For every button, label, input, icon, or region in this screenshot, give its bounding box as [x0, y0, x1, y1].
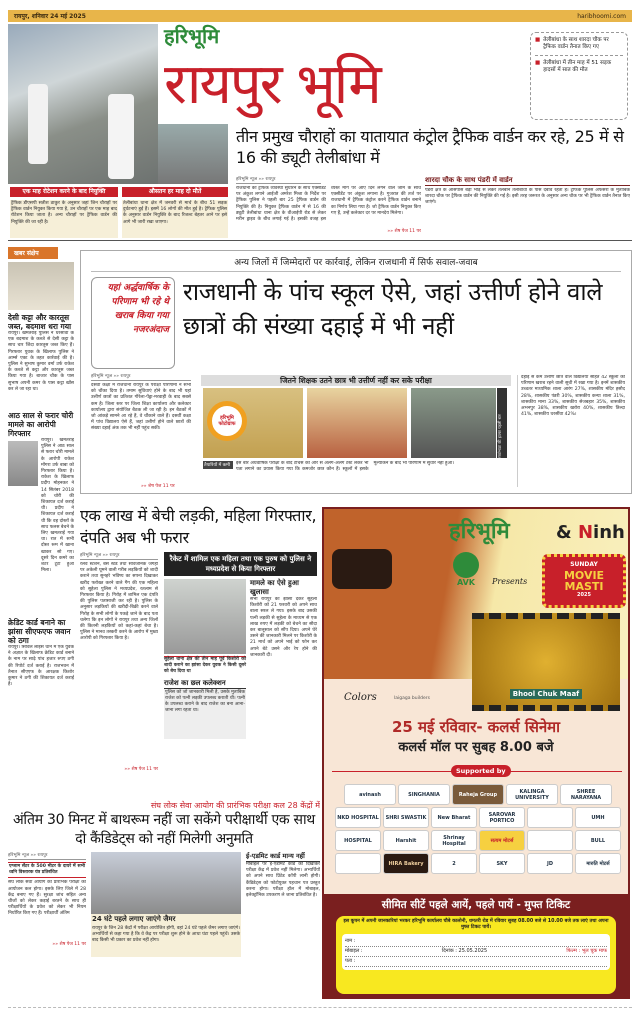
- presents-label: Presents: [492, 577, 528, 586]
- upsc-headline: अंतिम 30 मिनट में बाथरूम नहीं जा सकेंगे परीक्षार्थी एक साथ दो कैंडिडेट्स को नहीं मिलेगी अनुमति: [13, 812, 315, 847]
- coupon[interactable]: [336, 916, 616, 994]
- schools-story: [80, 250, 632, 494]
- brief-body: रायपुर। सिविल लाइंस थाने में एक युवक ने अज्ञात के खिलाफ क्रेडिट कार्ड बनाने के नाम पर साढ़े पांच हजार रुपए ठगी की रिपोर्ट दर्ज कराई है। राजभवन में तैनात सीएएफ के आरक्षक किशोर कुमार ने ठगी की शिकायत दर्ज कराई है।: [8, 645, 74, 688]
- section-title: रायपुर भूमि: [164, 52, 380, 117]
- highlight-item: ■ तेलीबांधा के साथ शारदा चौक पर ट्रैफिक वार्डन तैनात किए गए: [535, 37, 609, 50]
- school-photo-3: [411, 388, 496, 458]
- side-headline: ई-एडमिट कार्ड मान्य नहीं: [246, 852, 320, 862]
- photo-caption-1: एक माह रोटेशन करने के बाद नियुक्ति: [10, 187, 118, 197]
- site-url[interactable]: haribhoomi.com: [577, 12, 626, 20]
- side-article: [425, 176, 630, 238]
- byline: हरिभूमि न्यूज »» रायपुर: [91, 373, 191, 381]
- venue-line: कलर्स मॉल पर सुबह 8.00 बजे: [398, 740, 554, 755]
- date-bar: [8, 10, 632, 22]
- trafficking-body: रेलवे स्टेशन, बस स्टैंड तथा सार्वजनिक जगहों पर अकेली घूमने वाली गरीब लड़कियों को शादी कराने तथा सुनहरे भविष्य का सपना दिखाकर खरीद फरोख्त करने वाले गैंग की एक महिला को सुहेला पुलिस ने मध्यप्रदेश, रतलाम से गिरफ्तार किया है। गिरोह में शामिल एक दंपति की पुलिस पतासाजी कर रही है। पुलिस के अनुसार लड़कियों की खरीदी-बिक्री करने वाले गिरोह के सभी लोगों के पकड़े जाने के बाद पता चलेगा कि इन लोगों ने रायपुर तथा अन्य जिलों की कितनी लड़कियों को कहां-कहां बेचा है। पुलिस ने मानव तस्करी करने के आरोप में मुख्य आरोपी को गिरफ्तार किया है।: [80, 562, 158, 642]
- brief-title: क्रेडिट कार्ड बनाने का झांसा सीएफएफ जवान को ठगा: [8, 618, 71, 645]
- sponsor-logo: सत्यम मोटर्स: [479, 830, 525, 851]
- caption-text-2: तेलीबांधा थाना क्षेत्र में जनवरी से मार्च के बीच 51 सड़क दुर्घटनाएं हुई हैं। इसमें 16 लोगों की मौत हुई है। ट्रैफिक पुलिस के अनुसार वार्डन नियुक्ति के बाद रिजल्ट बेहतर आने पर इसे आगे भी जारी रखा जाएगा।: [122, 200, 228, 238]
- sponsor-logo: New Bharat: [431, 807, 477, 828]
- sponsor-logo: Shrinay Hospital: [431, 830, 477, 851]
- pull-quote: एग्जाम सेंटर के 500 मीटर के दायरे में सभी ध्वनि विस्तारक यंत्र प्रतिबंधित: [8, 862, 86, 878]
- avk-logo: AVK: [449, 552, 483, 592]
- photo-strip-title: जितने शिक्षक उतने छात्र भी उत्तीर्ण नहीं कर सके परीक्षा: [201, 375, 511, 386]
- sponsor-logo: [527, 807, 573, 828]
- sponsor-logo: Harshit: [383, 830, 429, 851]
- ad-partner: & Ninh: [556, 522, 625, 543]
- arrest-photo: [8, 262, 74, 310]
- traffic-road-photo: [158, 124, 228, 184]
- sponsor-logo: SINGHANIA: [398, 784, 450, 805]
- brand-logo: हरिभूमि: [164, 24, 220, 48]
- byline: हरिभूमि न्यूज »» रायपुर: [80, 552, 158, 560]
- photo-caption-2: औसतन हर माह दो मौतें: [122, 187, 228, 197]
- photo-badge: हरिभूमि फोटोग्राफ: [207, 401, 247, 441]
- box-body: सभी रायपुर का झांसा देकर सुहेला किशोरी को 21 फरवरी को अपने साथ बाला सरल ले गया। इसके बाद उसकी पत्नी लड़की से सुहेला के माध्यम से एक लाख रुपए में लड़की को बेचने का सौदा कर बालूसाल को सौंप दिया। अपने घेरे उसने की जानकारी मिलने पर किशोरी के 21 मार्च को अपने भाई को फोन कर अपने बेटे उसने और रेप होने की जानकारी दी।: [250, 597, 317, 658]
- side-body: पंडरी क्षेत्र के आसपास बड़ी भीड़ से लेकर तैलबान तेलीबांधा के पास दबाव रहता है। ट्रैफिक पुलिस अफसरों के मुताबिक शारदा चौक पर ट्रैफिक वार्डन की नियुक्ति की गई है। इसी तरह जरूरत के अनुसार अन्य चौक पर भी ट्रैफिक वार्डन तैनात किए जाएंगे।: [425, 188, 630, 206]
- photo-side-label: रावांभाठा की हालत पहली बार: [497, 388, 507, 458]
- sponsor-logo: SKY: [479, 853, 525, 874]
- highlights-box: [530, 32, 628, 120]
- sponsor-logo: UMH: [575, 807, 621, 828]
- sponsor-logo: [527, 830, 573, 851]
- news-brief-column: [8, 247, 74, 797]
- sponsor-logo: SHREE NARAYANA: [560, 784, 612, 805]
- address-field[interactable]: पता :: [345, 957, 607, 967]
- colors-logo: Colors: [344, 692, 377, 703]
- sponsor-logo: [335, 853, 381, 874]
- trafficking-story: [80, 505, 317, 795]
- sponsor-logo: 2: [431, 853, 477, 874]
- sponsor-logo: NKD HOSPITAL: [335, 807, 381, 828]
- mobile-field[interactable]: मोबाइल : दिनांक : 25.05.2025 फिल्म : भूल चूक माफ: [345, 947, 607, 957]
- byline: हरिभूमि न्यूज »» रायपुर: [8, 852, 86, 860]
- sponsor-logo: avinash: [344, 784, 396, 805]
- movie-masti-logo: SUNDAY MOVIE MASTI 2025: [542, 554, 626, 608]
- highlight-item: ■ तेलीबांधा में तीन माह में 51 सड़क हादसों में सात की मौत: [535, 60, 612, 73]
- movie-poster: [472, 613, 620, 711]
- schools-kicker: अन्य जिलों में जिम्मेदारों पर कार्रवाई, लेकिन राजधानी में सिर्फ सवाल-जवाब: [91, 257, 621, 272]
- ad-footer: [324, 894, 628, 999]
- lead-body: राजधानी की ट्रैफिक व्यवस्था सुधारने के साथ एक्सीडेंट पर अंकुश लगाने आईजी अमरेश मिश्रा के निर्देश पर ट्रैफिक पुलिस ने पहली बार 25 ट्रैफिक वार्डन की नियुक्ति की है। नियुक्त ट्रैफिक वार्डन में से 16 की ड्यूटी तेलीबांधा थाना क्षेत्र के वीआईपी रोड से लेकर मरीन ड्राइव के बीच लगाई गई है। इसकी वजह इस व्यस्त मार्ग पर आए दिन लगने वाले जाम के साथ एक्सीडेंट पर अंकुश लगाना है। गुजरात की तर्ज पर राजधानी में ट्रैफिक कंट्रोल करने ट्रैफिक वार्डन बनाने का निर्णय लिया गया है। जो ट्रैफिक वार्डन नियुक्त किए गए हैं, उन्हें कलेक्टर दर पर मानदेय मिलेगा।: [236, 186, 421, 223]
- side-headline: शारदा चौक के साथ पंडरी में वार्डन: [425, 176, 630, 186]
- photo-caption: सुहेला थाना क्षेत्र की तीन माह पूर्व किशोरी को शादी कराने का झांसा देकर युवक ने किसी दूसरे को बेच दिया था: [164, 657, 246, 675]
- upsc-story: [8, 800, 320, 1005]
- divider: [8, 1007, 632, 1008]
- sponsor-logo: BULL: [575, 830, 621, 851]
- continued-link[interactable]: »» शेष पेज 11 पर: [141, 484, 175, 489]
- bottom-headline: राजेश का छल कलेक्शन: [164, 679, 246, 689]
- continued-link[interactable]: »» शेष पेज 11 पर: [52, 942, 86, 948]
- name-field[interactable]: नाम :: [345, 937, 607, 947]
- callout-box: यहां अर्द्धवार्षिक के परिणाम भी रहे थे खराब किया गया नजरअंदाज: [91, 277, 175, 369]
- date-line: 25 मई रविवार- कलर्स सिनेमा: [391, 718, 561, 736]
- schools-body: दसवीं कक्षा में राजधानी रायपुर के परीक्षा परिणामों ने सभी को चौंका दिया है। तमाम सुविधाएं होने के बाद भी यहां उत्तीर्ण छात्रों का प्रतिशत गौरेला-पेंड्रा-मरवाही के बाद सबसे कम है। जिला स्तर पर जिला शिक्षा कार्यालय और कलेक्टर कार्यालय द्वारा संयोजित बैठक ली जा रही है। इन बैठकों में जो आंकड़े सामने आ रहे हैं, वे चौंकाने वाले हैं। दसवीं कक्षा में पांच विद्यालय ऐसे हैं, जहां उत्तीर्ण होने वाले छात्रों की संख्या दहाई अंक तक भी नहीं पहुंच सकी।: [91, 383, 191, 432]
- brief-label: खबर संक्षेप: [8, 247, 58, 259]
- photo-body: रायपुर के जिन 28 केंद्रों में परीक्षा आयोजित होगी, वहां 24 घंटे पहले जैमर लगाए जाएंगे। अभ्यर्थियों से कहा गया है कि वे केंद्र पर परीक्षा शुरू होने के आधा घंटा पहले पहुंचें। उसके बाद किसी भी प्रकार का प्रवेश नहीं होगा।: [91, 925, 241, 957]
- trafficking-headline: एक लाख में बेची लड़की, महिला गिरफ्तार, दंपति अब भी फरार: [80, 506, 317, 547]
- schools-headline: राजधानी के पांच स्कूल ऐसे, जहां उत्तीर्ण होने वाले छात्रों की संख्या दहाई में भी नहीं: [183, 278, 603, 340]
- footer-line: सीमित सीटें पहले आयें, पहले पायें - मुफ्त टिकिट: [381, 899, 571, 911]
- lead-headline: तीन प्रमुख चौराहों का यातायात कंट्रोल ट्रैफिक वार्डन कर रहे, 25 में से 16 की ड्यूटी तेलीबांधा में: [236, 127, 624, 167]
- sponsor-logo: HIRA Bakery: [383, 853, 429, 874]
- upsc-kicker: संघ लोक सेवा आयोग की प्रारंभिक परीक्षा कल 28 केंद्रों में: [150, 801, 320, 810]
- byline: हरिभूमि न्यूज »» रायपुर: [236, 176, 321, 184]
- sponsor-logo: SAROVAR PORTICO: [479, 807, 525, 828]
- traffic-warden-photo: [8, 24, 158, 184]
- ad-brand: हरिभूमि: [449, 519, 510, 544]
- brief-title: आठ साल से फरार चोरी मामले का आरोपी गिरफ्तार: [8, 411, 74, 438]
- supported-by: Supported by: [451, 765, 511, 777]
- brief-body: रायपुर। खमतराई पुलिस ने धरसींवा के एक बदमाश के कब्जे से देसी कट्टा के साथ चार जिंदा कारतूस जब्त किए हैं। गिरफ्तार युवक के खिलाफ पुलिस ने आर्म्स एक्ट के तहत कार्रवाई की है। पुलिस ने सुभाष कुमार वर्मा उर्फ राकेश के कब्जे से कट्टा और कारतूस जब्त किया गया है। बाजार चौक के पास सुभाष अपनी कमर के पास कट्टा खोंस कर ले जा रहा था।: [8, 331, 74, 392]
- accused-women-photo: [164, 579, 246, 654]
- movie-title: Bhool Chuk Maaf: [510, 689, 582, 699]
- sponsor-logo: मारुति मोटर्स: [575, 853, 621, 874]
- caption-text-1: ट्रैफिक डीएसपी सतीश ठाकुर के अनुसार जहां जिन चौराहों पर ट्रैफिक वार्डन नियुक्त किया गया है, उन चौराहों पर एक माह बाद रोटेशन किया जाता है। अन्य चौराहों पर ट्रैफिक वार्डन की नियुक्ति की जा रही है।: [10, 200, 118, 238]
- continued-link[interactable]: »» शेष पेज 11 पर: [387, 229, 421, 234]
- sponsor-logo: HOSPITAL: [335, 830, 381, 851]
- sponsor-grid: [328, 784, 628, 874]
- sponsor-logo: SHRI SWASTIK: [383, 807, 429, 828]
- photo-text: इस बार अर्धवार्षिक परीक्षा के बाद टीचर्स की ओर से अलग-अलग टेस्ट लेकर भी पता लगाने का प्रयास किया गया कि कमजोर छात्र कौन हैं। स्कूलों में इसके मूल्यांकन के बाद भी परिणाम में सुधार नहीं हुआ।: [236, 461, 454, 473]
- movie-masti-ad[interactable]: [322, 507, 630, 999]
- upsc-body: संघ लोक सेवा आयोग की प्रारंभिक परीक्षा का आयोजन कल होगा। इसके लिए जिले में 28 केंद्र बनाए गए हैं। सुरक्षा जांच सहित अन्य चीजों को लेकर कड़ाई बरतने के साथ ही परीक्षार्थियों के प्रवेश को लेकर भी नियम निर्धारित किए गए हैं। परीक्षार्थी अंतिम: [8, 880, 86, 917]
- sponsor-logo: JD: [527, 853, 573, 874]
- brief-body: रायपुर। खमतराई पुलिस ने आठ साल से फरार चोरी मामले के आरोपी राकेश मोंगरा उर्फ बाबा को गिरफ्तार किया है। राकेश के खिलाफ प्रदीप मोहनकर ने 14 सितंबर 2018 को चोरी की शिकायत दर्ज कराई थी। प्रदीप ने शिकायत दर्ज कराई थी कि वह दोस्तों के साथ फलस बेचने के लिए खमतराई गया था। रात में सभी दोस्त रूम में खाना खाकर सो गए। दूसरे दिन कमरे का शटर टूटा हुआ मिला।: [41, 438, 74, 574]
- builder-logo: laigaga builders: [394, 696, 430, 701]
- dateline: रायपुर, शनिवार 24 मई 2025: [14, 13, 86, 20]
- accused-photo: [8, 441, 38, 486]
- schools-right-text: दहाई से कम उत्तीर्ण छात्र वाले विद्यालयों सहित 42 स्कूलों को परिणाम खराब रहने वाली सूची में रखा गया है। इनमें शासकीय उच्चतर माध्यमिक शाला आरंग 27%, शासकीय मंदिर हसौद 28%, शासकीय पंडरी 30%, शासकीय कन्या शाला 31%, शासकीय माना 33%, शासकीय सेजबहार 35%, शासकीय अभनपुर 38%, शासकीय खरोरा 40%, शासकीय तिल्दा 41%, शासकीय धरसींवा 42%।: [517, 375, 625, 487]
- tag: तैयारियों में कमी: [203, 461, 233, 469]
- meeting-photo: [91, 852, 241, 914]
- divider: [8, 240, 632, 241]
- racket-banner: रैकेट में शामिल एक महिला तथा एक पुरुष को पुलिस ने मध्यप्रदेश से किया गिरफ्तार: [164, 552, 317, 576]
- sponsor-logo: KALINGA UNIVERSITY: [506, 784, 558, 805]
- school-photo-2: [307, 388, 407, 458]
- coupon-text: इस कूपन में अपनी जानकारियां भरकर हरिभूमि कार्यालय चौबे कालोनी, धमतरी रोड में रविवार सुबह 08.00 बजे से 10.00 बजे तक लाएं तथा अपना मुफ्त टिकट पायें।: [343, 919, 609, 931]
- sponsor-logo: Raheja Group: [452, 784, 504, 805]
- box-headline: मामले का ऐसे हुआ खुलासा: [250, 579, 299, 596]
- side-body: मोबाइल पर ई-एडमिट कार्ड को दिखाकर परीक्षा केंद्र में प्रवेश नहीं मिलेगा। अभ्यर्थियों को अपने साथ प्रिंटेड कॉपी लानी होगी। कैंडिडेट्स को फोटोयुक्त पहचान पत्र प्रस्तुत करना होगा। परीक्षा हॉल में मोबाइल, इलेक्ट्रॉनिक उपकरण ले जाना प्रतिबंधित है।: [246, 862, 320, 899]
- brief-title: देसी कट्टा और कारतूस जब्त, बदमाश धरा गया: [8, 313, 72, 331]
- camera-icon: [332, 549, 392, 589]
- bottom-body: पुलिस को जो जानकारी मिली है, उसके मुताबिक राजेश को पत्नी लड़की उपलब्ध कराती थी। पत्नी के उपलब्ध कराने के बाद राजेश का बना आना-जाना लगा रहता था।: [164, 689, 246, 739]
- continued-link[interactable]: »» शेष पेज 11 पर: [124, 767, 158, 772]
- photo-headline: 24 घंटे पहले लगाए जाएंगे जैमर: [91, 914, 241, 925]
- lead-article: [236, 176, 421, 238]
